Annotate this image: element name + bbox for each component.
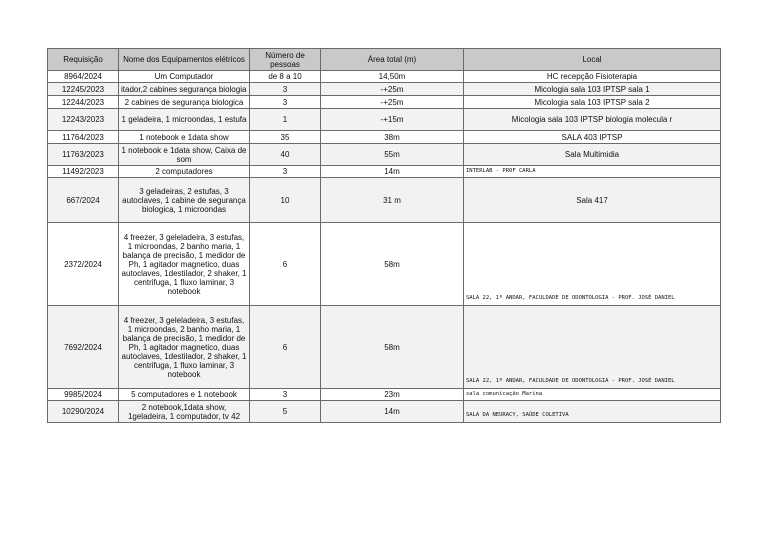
cell-pessoas: 5	[250, 401, 321, 423]
cell-equip: 1 notebook e 1data show, Caixa de som	[119, 144, 250, 166]
cell-area: 58m	[321, 306, 464, 389]
cell-pessoas: 3	[250, 83, 321, 96]
cell-req: 10290/2024	[48, 401, 119, 423]
requisitions-table	[47, 48, 721, 423]
cell-area: 58m	[321, 223, 464, 306]
table-row	[48, 166, 721, 178]
table-row	[48, 223, 721, 306]
cell-equip: 4 freezer, 3 geleladeira, 3 estufas, 1 microondas, 2 banho maria, 1 balança de precisão, 1 medidor de Ph, 1 agitador magnetico, duas autoclaves, 1destilador, 2 shaker, 1 centrifuga, 1 fluxo laminar, 3 notebook	[119, 223, 250, 306]
cell-pessoas: de 8 a 10	[250, 71, 321, 83]
cell-local: sala comunicação Marina	[464, 389, 721, 401]
cell-req: 11764/2023	[48, 131, 119, 144]
table-row	[48, 401, 721, 423]
cell-local: Sala 417	[464, 178, 721, 223]
cell-area: 23m	[321, 389, 464, 401]
cell-pessoas: 1	[250, 109, 321, 131]
cell-local: SALA 403 IPTSP	[464, 131, 721, 144]
cell-pessoas: 6	[250, 223, 321, 306]
header-requisicao: Requisição	[48, 49, 119, 71]
cell-req: 2372/2024	[48, 223, 119, 306]
cell-area: 38m	[321, 131, 464, 144]
table-row	[48, 131, 721, 144]
cell-pessoas: 40	[250, 144, 321, 166]
cell-local: Micologia sala 103 IPTSP biologia molecula r	[464, 109, 721, 131]
cell-equip: 3 geladeiras, 2 estufas, 3 autoclaves, 1 cabine de segurança biologica, 1 microondas	[119, 178, 250, 223]
cell-area: 14m	[321, 166, 464, 178]
cell-equip: 1 geladeira, 1 microondas, 1 estufa	[119, 109, 250, 131]
cell-equip: itador,2 cabines segurança biologia	[119, 83, 250, 96]
header-local: Local	[464, 49, 721, 71]
cell-equip: Um Computador	[119, 71, 250, 83]
table-row	[48, 144, 721, 166]
cell-pessoas: 3	[250, 389, 321, 401]
cell-pessoas: 10	[250, 178, 321, 223]
cell-area: 14,50m	[321, 71, 464, 83]
cell-local: SALA 22, 1º ANDAR, FACULDADE DE ODONTOLOGIA - PROF. JOSÉ DANIEL	[464, 306, 721, 389]
cell-local: SALA 22, 1º ANDAR, FACULDADE DE ODONTOLOGIA - PROF. JOSÉ DANIEL	[464, 223, 721, 306]
cell-local: Micologia sala 103 IPTSP sala 2	[464, 96, 721, 109]
cell-pessoas: 3	[250, 166, 321, 178]
cell-local: SALA DA NEURACY, SAÚDE COLETIVA	[464, 401, 721, 423]
table-row	[48, 306, 721, 389]
table-row	[48, 71, 721, 83]
header-equipamentos: Nome dos Equipamentos elétricos	[119, 49, 250, 71]
cell-req: 12243/2023	[48, 109, 119, 131]
cell-area: -+25m	[321, 83, 464, 96]
cell-req: 667/2024	[48, 178, 119, 223]
cell-pessoas: 6	[250, 306, 321, 389]
header-pessoas: Número de pessoas	[250, 49, 321, 71]
table-row	[48, 83, 721, 96]
cell-equip: 1 notebook e 1data show	[119, 131, 250, 144]
cell-equip: 2 notebook,1data show, 1geladeira, 1 computador, tv 42	[119, 401, 250, 423]
cell-pessoas: 35	[250, 131, 321, 144]
cell-local: HC recepção Fisioterapia	[464, 71, 721, 83]
cell-equip: 2 computadores	[119, 166, 250, 178]
table-row	[48, 178, 721, 223]
cell-area: 55m	[321, 144, 464, 166]
table-row	[48, 96, 721, 109]
cell-area: -+15m	[321, 109, 464, 131]
cell-req: 8964/2024	[48, 71, 119, 83]
cell-equip: 5 computadores e 1 notebook	[119, 389, 250, 401]
cell-req: 11763/2023	[48, 144, 119, 166]
cell-equip: 2 cabines de segurança biologica	[119, 96, 250, 109]
cell-area: 31 m	[321, 178, 464, 223]
cell-req: 12245/2023	[48, 83, 119, 96]
cell-req: 7692/2024	[48, 306, 119, 389]
cell-equip: 4 freezer, 3 geleladeira, 3 estufas, 1 microondas, 2 banho maria, 1 balança de precisão, 1 medidor de Ph, 1 agitador magnetico, duas autoclaves, 1destilador, 2 shaker, 1 centrifuga, 1 fluxo laminar, 3 notebook	[119, 306, 250, 389]
cell-local: Sala Multimidia	[464, 144, 721, 166]
header-area: Área total (m)	[321, 49, 464, 71]
cell-area: 14m	[321, 401, 464, 423]
table-row	[48, 109, 721, 131]
cell-req: 9985/2024	[48, 389, 119, 401]
cell-area: -+25m	[321, 96, 464, 109]
cell-local: INTERLAB - PROF CARLA	[464, 166, 721, 178]
table-row	[48, 389, 721, 401]
cell-local: Micologia sala 103 IPTSP sala 1	[464, 83, 721, 96]
cell-req: 11492/2023	[48, 166, 119, 178]
cell-req: 12244/2023	[48, 96, 119, 109]
cell-pessoas: 3	[250, 96, 321, 109]
